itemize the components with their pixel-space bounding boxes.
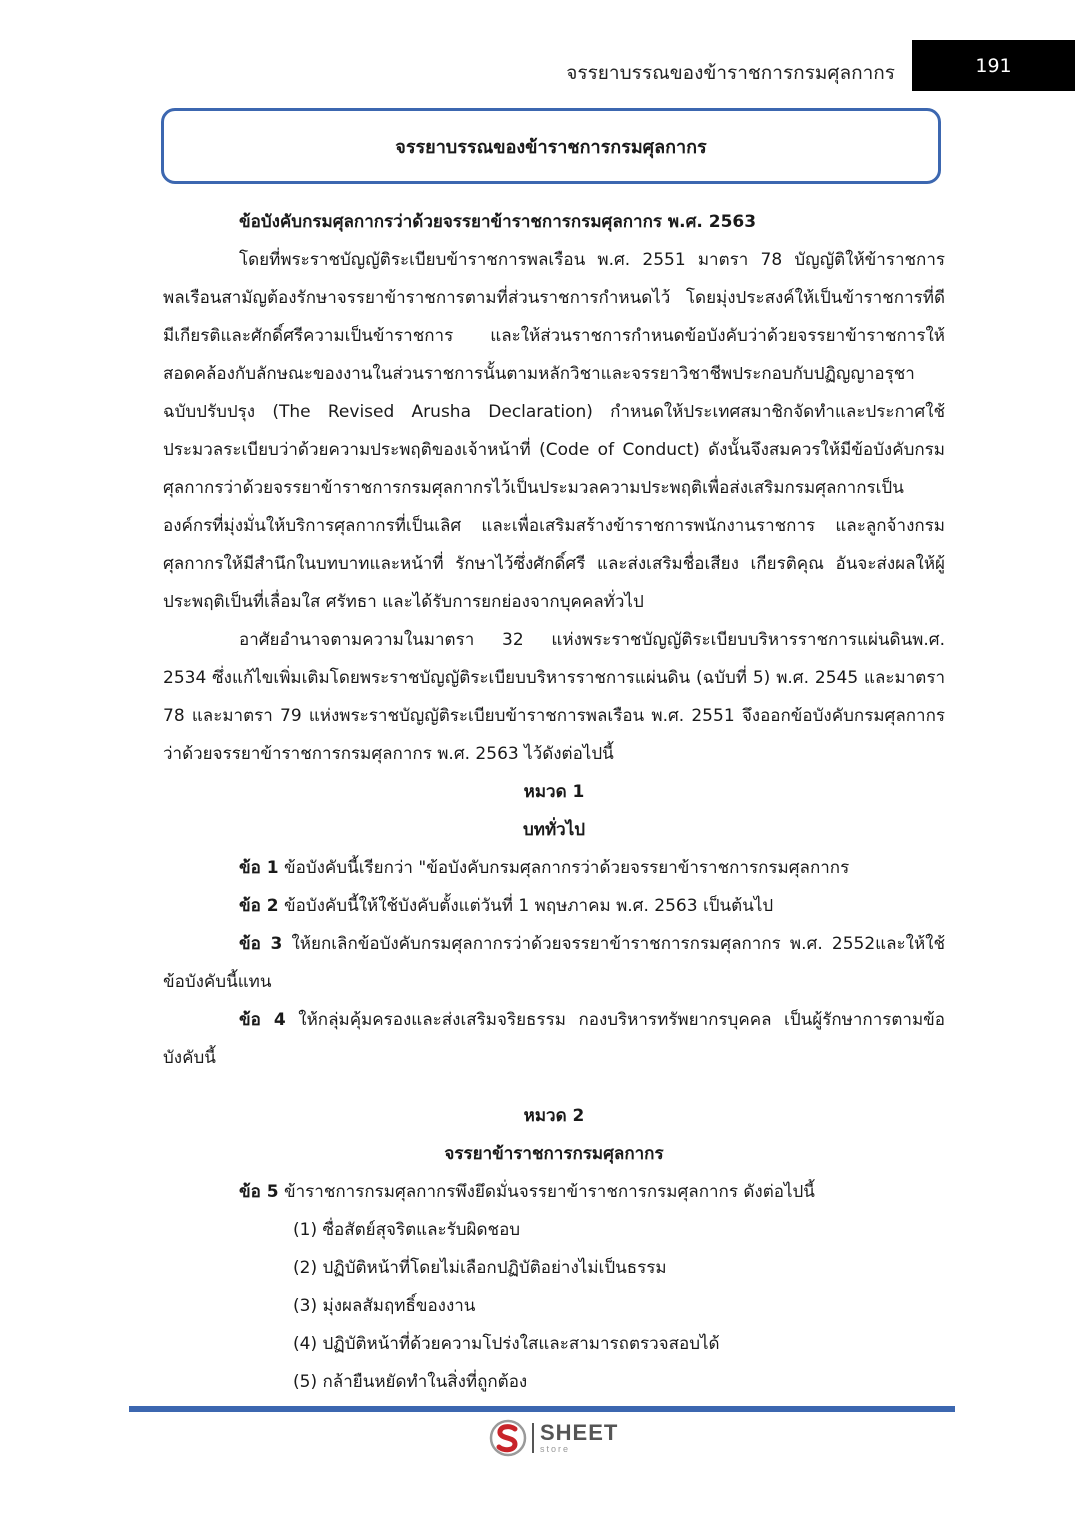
clause-number: ข้อ 5 (239, 1182, 279, 1202)
list-item: (3) มุ่งผลสัมฤทธิ์ของงาน (293, 1296, 476, 1316)
regulation-title: ข้อบังคับกรมศุลกากรว่าด้วยจรรยาข้าราชการกรมศุลกากร พ.ศ. 2563 (239, 212, 757, 232)
logo-main-text: SHEET (540, 1420, 619, 1445)
clause-number: ข้อ 2 (239, 896, 279, 916)
spacer (163, 1077, 945, 1097)
clause-number: ข้อ 3 (239, 934, 283, 954)
clause (163, 925, 945, 1001)
chapter-subheading: จรรยาข้าราชการกรมศุลกากร (444, 1144, 664, 1164)
clause-text: ให้ยกเลิกข้อบังคับกรมศุลกากรว่าด้วยจรรยาข้าราชการกรมศุลกากร พ.ศ. 2552และให้ใช้ข้อบังคับนี้แทน (163, 934, 945, 992)
logo-divider (532, 1423, 534, 1453)
page-number: 191 (975, 54, 1012, 77)
preamble-paragraph: อาศัยอำนาจตามความในมาตรา 32 แห่งพระราชบัญญัติระเบียบบริหารราชการแผ่นดินพ.ศ. 2534 ซึ่งแก้ไขเพิ่มเติมโดยพระราชบัญญัติระเบียบบริหารราชการแผ่นดิน (ฉบับที่ 5) พ.ศ. 2545 และมาตรา 78 และมาตรา 79 แห่งพระราชบัญญัติระเบียบข้าราชการพลเรือน พ.ศ. 2551 จึงออกข้อบังคับกรมศุลกากรว่าด้วยจรรยาข้าราชการกรมศุลกากร พ.ศ. 2563 ไว้ดังต่อไปนี้ (163, 630, 945, 764)
sheet-store-logo (488, 1418, 618, 1458)
logo-sub-text: store (540, 1444, 571, 1454)
preamble-paragraph: โดยที่พระราชบัญญัติระเบียบข้าราชการพลเรือน พ.ศ. 2551 มาตรา 78 บัญญัติให้ข้าราชการพลเรือนสามัญต้องรักษาจรรยาข้าราชการตามที่ส่วนราชการกำหนดไว้ โดยมุ่งประสงค์ให้เป็นข้าราชการที่ดี มีเกียรติและศักดิ์ศรีความเป็นข้าราชการ และให้ส่วนราชการกำหนดข้อบังคับว่าด้วยจรรยาข้าราชการให้สอดคล้องกับลักษณะของงานในส่วนราชการนั้นตามหลักวิชาและจรรยาวิชาชีพประกอบกับปฏิญญาอรุชาฉบับปรับปรุง (The Revised Arusha Declaration) กำหนดให้ประเทศสมาชิกจัดทำและประกาศใช้ประมวลระเบียบว่าด้วยความประพฤติของเจ้าหน้าที่ (Code of Conduct) ดังนั้นจึงสมควรให้มีข้อบังคับกรมศุลกากรว่าด้วยจรรยาข้าราชการกรมศุลกากรไว้เป็นประมวลความประพฤติเพื่อส่งเสริมกรมศุลกากรเป็นองค์กรที่มุ่งมั่นให้บริการศุลกากรที่เป็นเลิศ และเพื่อเสริมสร้างข้าราชการพนักงานราชการ และลูกจ้างกรมศุลกากรให้มีสำนึกในบทบาทและหน้าที่ รักษาไว้ซึ่งศักดิ์ศรี และส่งเสริมชื่อเสียง เกียรติคุณ อันจะส่งผลให้ผู้ประพฤติเป็นที่เลื่อมใส ศรัทธา และได้รับการยกย่องจากบุคคลทั่วไป (163, 250, 945, 612)
chapter-heading: หมวด 2 (523, 1106, 585, 1126)
document-body (163, 203, 945, 1401)
chapter-subheading: บททั่วไป (522, 820, 586, 840)
list-item: (4) ปฏิบัติหน้าที่ด้วยความโปร่งใสและสามารถตรวจสอบได้ (293, 1334, 720, 1354)
clause-number: ข้อ 1 (239, 858, 279, 878)
footer-divider (129, 1406, 955, 1412)
clause (163, 1001, 945, 1077)
clause-text: ให้กลุ่มคุ้มครองและส่งเสริมจริยธรรม กองบริหารทรัพยากรบุคคล เป็นผู้รักษาการตามข้อบังคับนี้ (163, 1010, 945, 1068)
list-item: (1) ซื่อสัตย์สุจริตและรับผิดชอบ (293, 1220, 521, 1240)
chapter-heading: หมวด 1 (523, 782, 585, 802)
running-header-title: จรรยาบรรณของข้าราชการกรมศุลกากร (566, 62, 895, 84)
clause (163, 887, 945, 925)
clause (163, 849, 945, 887)
clause (163, 1173, 945, 1211)
section-title-box (161, 108, 941, 184)
logo-wordmark (540, 1422, 618, 1454)
clause-text: ข้อบังคับนี้เรียกว่า "ข้อบังคับกรมศุลกากรว่าด้วยจรรยาข้าราชการกรมศุลกากร (278, 858, 850, 878)
page-number-tab (912, 40, 1075, 91)
sheet-s-logo-icon (488, 1418, 528, 1458)
list-item: (2) ปฏิบัติหน้าที่โดยไม่เลือกปฏิบัติอย่างไม่เป็นธรรม (293, 1258, 667, 1278)
clause-text: ข้อบังคับนี้ให้ใช้บังคับตั้งแต่วันที่ 1 พฤษภาคม พ.ศ. 2563 เป็นต้นไป (278, 896, 774, 916)
clause-number: ข้อ 4 (239, 1010, 286, 1030)
list-item: (5) กล้ายืนหยัดทำในสิ่งที่ถูกต้อง (293, 1372, 528, 1392)
section-title: จรรยาบรรณของข้าราชการกรมศุลกากร (395, 136, 707, 158)
clause-text: ข้าราชการกรมศุลกากรพึงยึดมั่นจรรยาข้าราชการกรมศุลกากร ดังต่อไปนี้ (278, 1182, 815, 1202)
